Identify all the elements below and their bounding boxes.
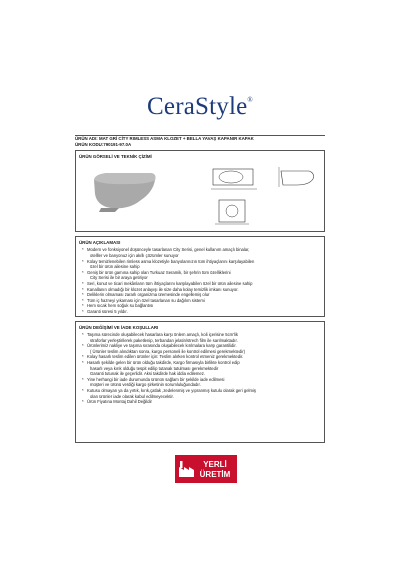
brand-name: CeraStyle bbox=[147, 93, 248, 120]
list-item: * Kolay hasarlı teslim edilen ürünler için: Teslim alırken kontrol etmeniz gerekmektedir. bbox=[87, 354, 321, 360]
list-item: * Hasarlı şekilde gelen bir ürün olduğu takdirde, Kargo firmasıyla birlikte kontrol edip hasarlı veya kırık olduğu tespit edilip tutanak tutulması gerekmektedir Garanti tutunak ile geçerlidir. Aksi takdirde hak iddia edilemez. bbox=[87, 360, 321, 377]
technical-drawing-top bbox=[209, 163, 261, 191]
brand-registered-mark: ® bbox=[247, 96, 253, 104]
list-item: * Taşıma sürecinde oluşabilecek hasarlara karşı önlem amaçlı, koli içerisine 5cm'lik straforlar yerleştirilerek paketlenip, terbandan jelatin/strech film ile sarılmaktadır. bbox=[87, 332, 321, 343]
badge-line2: ÜRETİM bbox=[199, 470, 231, 479]
spec-sheet bbox=[75, 135, 325, 443]
product-name: ÜRÜN ADI: MAT GRİ CİTY RIMLESS ASMA KLOZET + BELLA YAVAŞ KAPANIR KAPAK bbox=[75, 136, 254, 141]
product-code: ÜRÜN KODU:790191-97.0A bbox=[75, 141, 132, 147]
list-item: * Modern ve fonksiyonel düşünceyle tasarlanan City Serisi, genel kullanım amaçlı binalar, otelller ve banyonuz için akıllı çözümler sunuyor bbox=[87, 247, 321, 258]
returns-section bbox=[75, 321, 325, 443]
list-item: * Deliklerin olmaması zararlı organizma üremesinde engellemiş olur bbox=[87, 292, 321, 298]
description-section bbox=[75, 236, 325, 317]
list-item: * Kolay temizlenebilen rimless asma klozetiyle banyolarınızın tüm ihtiyaçlarını karşılayabilen özel bir ürün ailesine sahip bbox=[87, 259, 321, 270]
returns-list bbox=[79, 332, 321, 405]
list-item: * Tüm iç hazneyi yıkaması için özel tasarlanan su dağılım sistemi bbox=[87, 298, 321, 304]
badge-line1: YERLİ bbox=[203, 460, 227, 469]
list-item: * Hem sıcak hem soğuk su bağlantısı bbox=[87, 303, 321, 309]
description-list bbox=[79, 247, 321, 314]
technical-drawing-front bbox=[209, 196, 261, 226]
list-item: * Kutusu olmayan ya da yırtık, kırık,çatlak ,zedelenmiş ve yıpranmış kutulu olarak geri gelmiş olan ürünler iade olarak kabul edilmeyecektir. bbox=[87, 388, 321, 399]
yerli-uretim-badge bbox=[175, 455, 237, 483]
list-item: * Geniş bir ürün gamına sahip olan Turkuaz Seramik, bir şehrin tüm özelliklerini City Serisi ile bir araya getiriyor bbox=[87, 270, 321, 281]
images-area bbox=[79, 160, 321, 230]
list-item: * Kanallanın olmadığı bir klozet anlayışı ile size daha kolay temizlik imkanı sunuyor. bbox=[87, 287, 321, 293]
list-item: * Garanti süresi 5 yıldır. bbox=[87, 309, 321, 315]
list-item: * Ürün Fiyatına Montaj Dahil Değildir bbox=[87, 399, 321, 405]
technical-drawing-side bbox=[275, 163, 319, 191]
images-section bbox=[75, 150, 325, 232]
images-section-title: ÜRÜN GÖRSELİ VE TEKNİK ÇİZİMİ bbox=[79, 154, 152, 160]
list-item: * Ürünlerimiz nakliye ve taşıma sırasında oluşabilecek kırılmalara karşı garantilidir. ( Ürünler teslim alındıktan sonra, kargo personeli ile kontrol edilmesi gerekmektedir) bbox=[87, 343, 321, 354]
description-section-title: ÜRÜN AÇIKLAMASI bbox=[79, 239, 121, 245]
list-item: * Seri, konut ve ticari mekânların tüm ihtiyaçlarını karşılayabilen özel bir ürün ailesine sahip bbox=[87, 281, 321, 287]
returns-section-title: ÜRÜN DEĞİŞİMİ VE İADE KOŞULLARI bbox=[79, 324, 159, 330]
list-item: * Yine herhangi bir iade durumunda ürünün sağlam bir şekilde iade edilmesi müşteri ve ürünü verdiği kargo şirketinin sorumluluğundadır. bbox=[87, 377, 321, 388]
product-photo bbox=[89, 166, 159, 218]
brand-logo bbox=[0, 93, 400, 121]
